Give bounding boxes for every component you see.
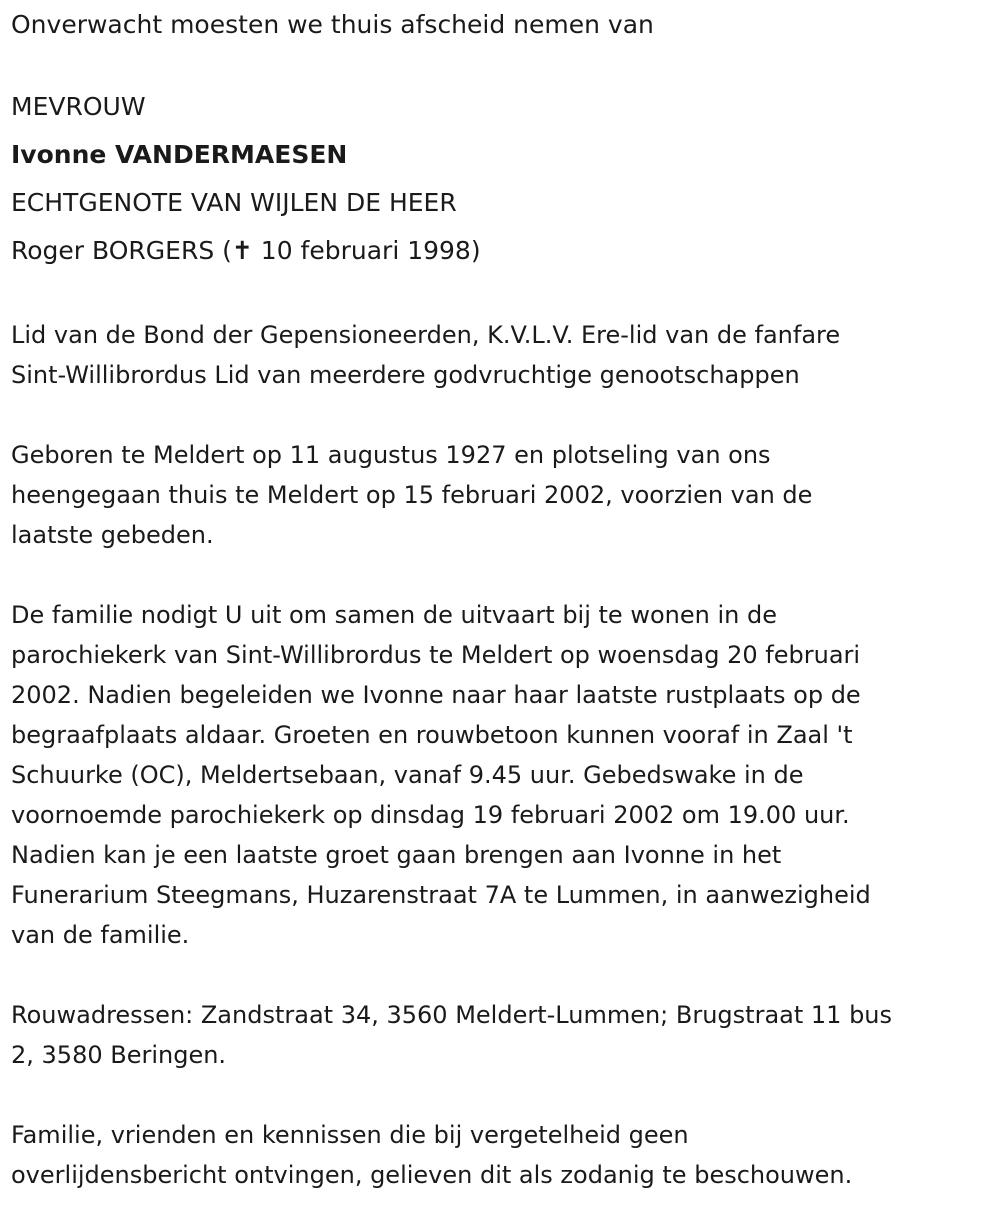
spacer — [11, 555, 986, 595]
relation-text: ECHTGENOTE VAN WIJLEN DE HEER — [11, 188, 457, 217]
paragraph-line: Funerarium Steegmans, Huzarenstraat 7A te Lummen, in aanwezigheid — [11, 881, 871, 909]
paragraph-line: 2002. Nadien begeleiden we Ivonne naar haar laatste rustplaats op de — [11, 681, 861, 709]
title-text: MEVROUW — [11, 92, 146, 121]
paragraph-line: laatste gebeden. — [11, 521, 214, 549]
paragraph-line: 2, 3580 Beringen. — [11, 1041, 227, 1069]
spacer — [11, 275, 986, 315]
paragraph-line: Nadien kan je een laatste groet gaan brengen aan Ivonne in het — [11, 841, 782, 869]
paragraph-line: van de familie. — [11, 921, 190, 949]
membership-paragraph — [11, 315, 986, 395]
obituary-notice — [11, 0, 986, 1195]
spacer — [11, 1075, 986, 1115]
paragraph-line: overlijdensbericht ontvingen, gelieven dit als zodanig te beschouwen. — [11, 1161, 853, 1189]
paragraph-line: Sint-Willibrordus Lid van meerdere godvruchtige genootschappen — [11, 361, 800, 389]
spacer — [11, 49, 986, 83]
paragraph-line: voornoemde parochiekerk op dinsdag 19 februari 2002 om 19.00 uur. — [11, 801, 850, 829]
spacer — [11, 955, 986, 995]
spouse-line — [11, 227, 986, 275]
paragraph-line: Lid van de Bond der Gepensioneerden, K.V.L.V. Ere-lid van de fanfare — [11, 321, 841, 349]
addresses-paragraph — [11, 995, 986, 1075]
cross-icon: ✝ — [231, 236, 253, 265]
intro-text: Onverwacht moesten we thuis afscheid nemen van — [11, 10, 654, 39]
paragraph-line: De familie nodigt U uit om samen de uitvaart bij te wonen in de — [11, 601, 777, 629]
closing-paragraph — [11, 1115, 986, 1195]
spouse-death-date: 10 februari 1998) — [252, 236, 481, 265]
paragraph-line: begraafplaats aldaar. Groeten en rouwbetoon kunnen vooraf in Zaal 't — [11, 721, 853, 749]
spouse-name: Roger BORGERS ( — [11, 236, 232, 265]
paragraph-line: parochiekerk van Sint-Willibrordus te Meldert op woensdag 20 februari — [11, 641, 861, 669]
paragraph-line: Rouwadressen: Zandstraat 34, 3560 Meldert-Lummen; Brugstraat 11 bus — [11, 1001, 893, 1029]
paragraph-line: Geboren te Meldert op 11 augustus 1927 en plotseling van ons — [11, 441, 771, 469]
paragraph-line: Familie, vrienden en kennissen die bij vergetelheid geen — [11, 1121, 689, 1149]
paragraph-line: Schuurke (OC), Meldertsebaan, vanaf 9.45 uur. Gebedswake in de — [11, 761, 804, 789]
paragraph-line: heengegaan thuis te Meldert op 15 februari 2002, voorzien van de — [11, 481, 813, 509]
deceased-name: Ivonne VANDERMAESEN — [11, 140, 348, 169]
funeral-paragraph — [11, 595, 986, 955]
spacer — [11, 395, 986, 435]
birth-death-paragraph — [11, 435, 986, 555]
